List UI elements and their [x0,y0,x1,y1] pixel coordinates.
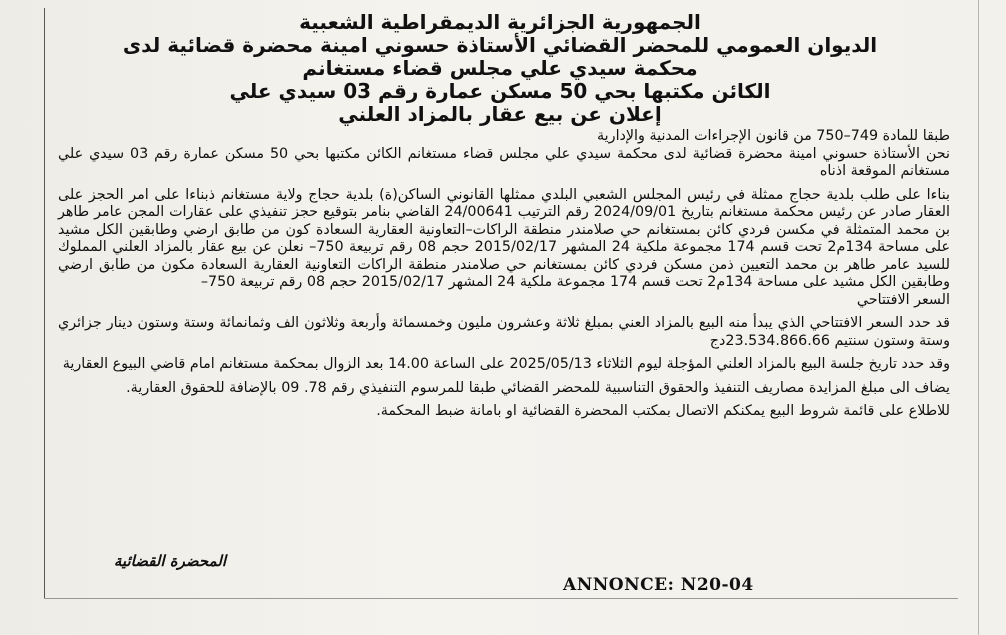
seizure-details: بناءا على طلب بلدية حجاج ممثلة في رئيس المجلس الشعبي البلدي ممثلها القانوني الساكن(ة) بلدية حجاج ولاية مستغانم ذبناءا على امر الحجز على العقار صادر عن رئيس محكمة مستغانم بتاريخ 2024/09/01 رقم الترتيب 24/00641 القاضي بنامر بتوقيع حجز تنفيذي على عقارات المجن عامر طاهر بن محمد المتمثلة في مكسن فردي كائن بمستغانم حي صلامندر منطقة الراكات–التعاونية العقارية السعادة كون من طابق ارضي وطابقين الكل مشيد على مساحة 134م2 تحت قسم 174 مجموعة ملكية 24 المشهر 2015/02/17 حجم 08 رقم تربيعة 750– نعلن عن بيع عقار بالمزاد العلني المملوك للسيد عامر طاهر بن محمد التعيين ذمن مسكن فردي كائن بمستغانم حي صلامندر منطقة الراكات التعاونية العقارية السعادة مكون من طابق ارضي وطابقين الكل مشيد على مساحة 134م2 تحت قسم 174 مجموعة ملكية 24 المشهر 2015/02/17 حجم 08 رقم تربيعة 750– [58,186,950,290]
opening-price-heading: السعر الافتتاحي [856,291,950,308]
office-title: الديوان العمومي للمحضر القضائي الأستاذة حسوني امينة محضرة قضائية لدى [122,33,878,57]
notice-title: إعلان عن بيع عقار بالمزاد العلني [338,102,662,126]
bailiff-intro: نحن الأستاذة حسوني امينة محضرة قضائية لدى محكمة سيدي علي مجلس قضاء مستغانم الكائن مكتبها بحي 50 مسكن عمارة رقم 03 سيدي علي مستغانم الموقعة اذناه [58,145,951,179]
office-address: الكائن مكتبها بحي 50 مسكن عمارة رقم 03 سيدي علي [229,79,771,103]
page-edge [978,0,979,635]
auction-date: وقد حدد تاريخ جلسة البيع بالمزاد العلني المؤجلة ليوم الثلاثاء 2025/05/13 على الساعة 14.00 بعد الزوال بمحكمة مستغانم امام قاضي البيوع العقارية [62,356,950,372]
announcement-number: ANNONCE: N20-04 [563,575,754,595]
opening-price: قد حدد السعر الافتتاحي الذي يبدأ منه البيع بالمزاد العني بمبلغ ثلاثة وعشرون مليون وخمسمائة وأربعة وثلاثون الف وثمانمائة وستة وستون دينار جزائري وستة وستون سنتيم 23.534.866.66دج [58,315,950,349]
legal-basis: طبقا للمادة 749–750 من قانون الإجراءات المدنية والإدارية [597,128,950,144]
additional-fees: يضاف الى مبلغ المزايدة مصاريف التنفيذ والحقوق التناسبية للمحضر القضائي طبقا للمرسوم التنفيذي رقم 78. 09 بالإضافة للحقوق العقارية. [126,379,950,396]
signature: المحضرة القضائية [113,552,226,570]
republic-title: الجمهورية الجزائرية الديمقراطية الشعبية [299,10,701,34]
court-title: محكمة سيدي علي مجلس قضاء مستغانم [302,56,698,80]
notice-header [60,10,940,126]
notice-frame-bottom [44,598,958,599]
notice-body [58,128,950,421]
contact-info: للاطلاع على قائمة شروط البيع يمكنكم الاتصال بمكتب المحضرة القضائية او بامانة ضبط المحكمة. [376,403,950,419]
